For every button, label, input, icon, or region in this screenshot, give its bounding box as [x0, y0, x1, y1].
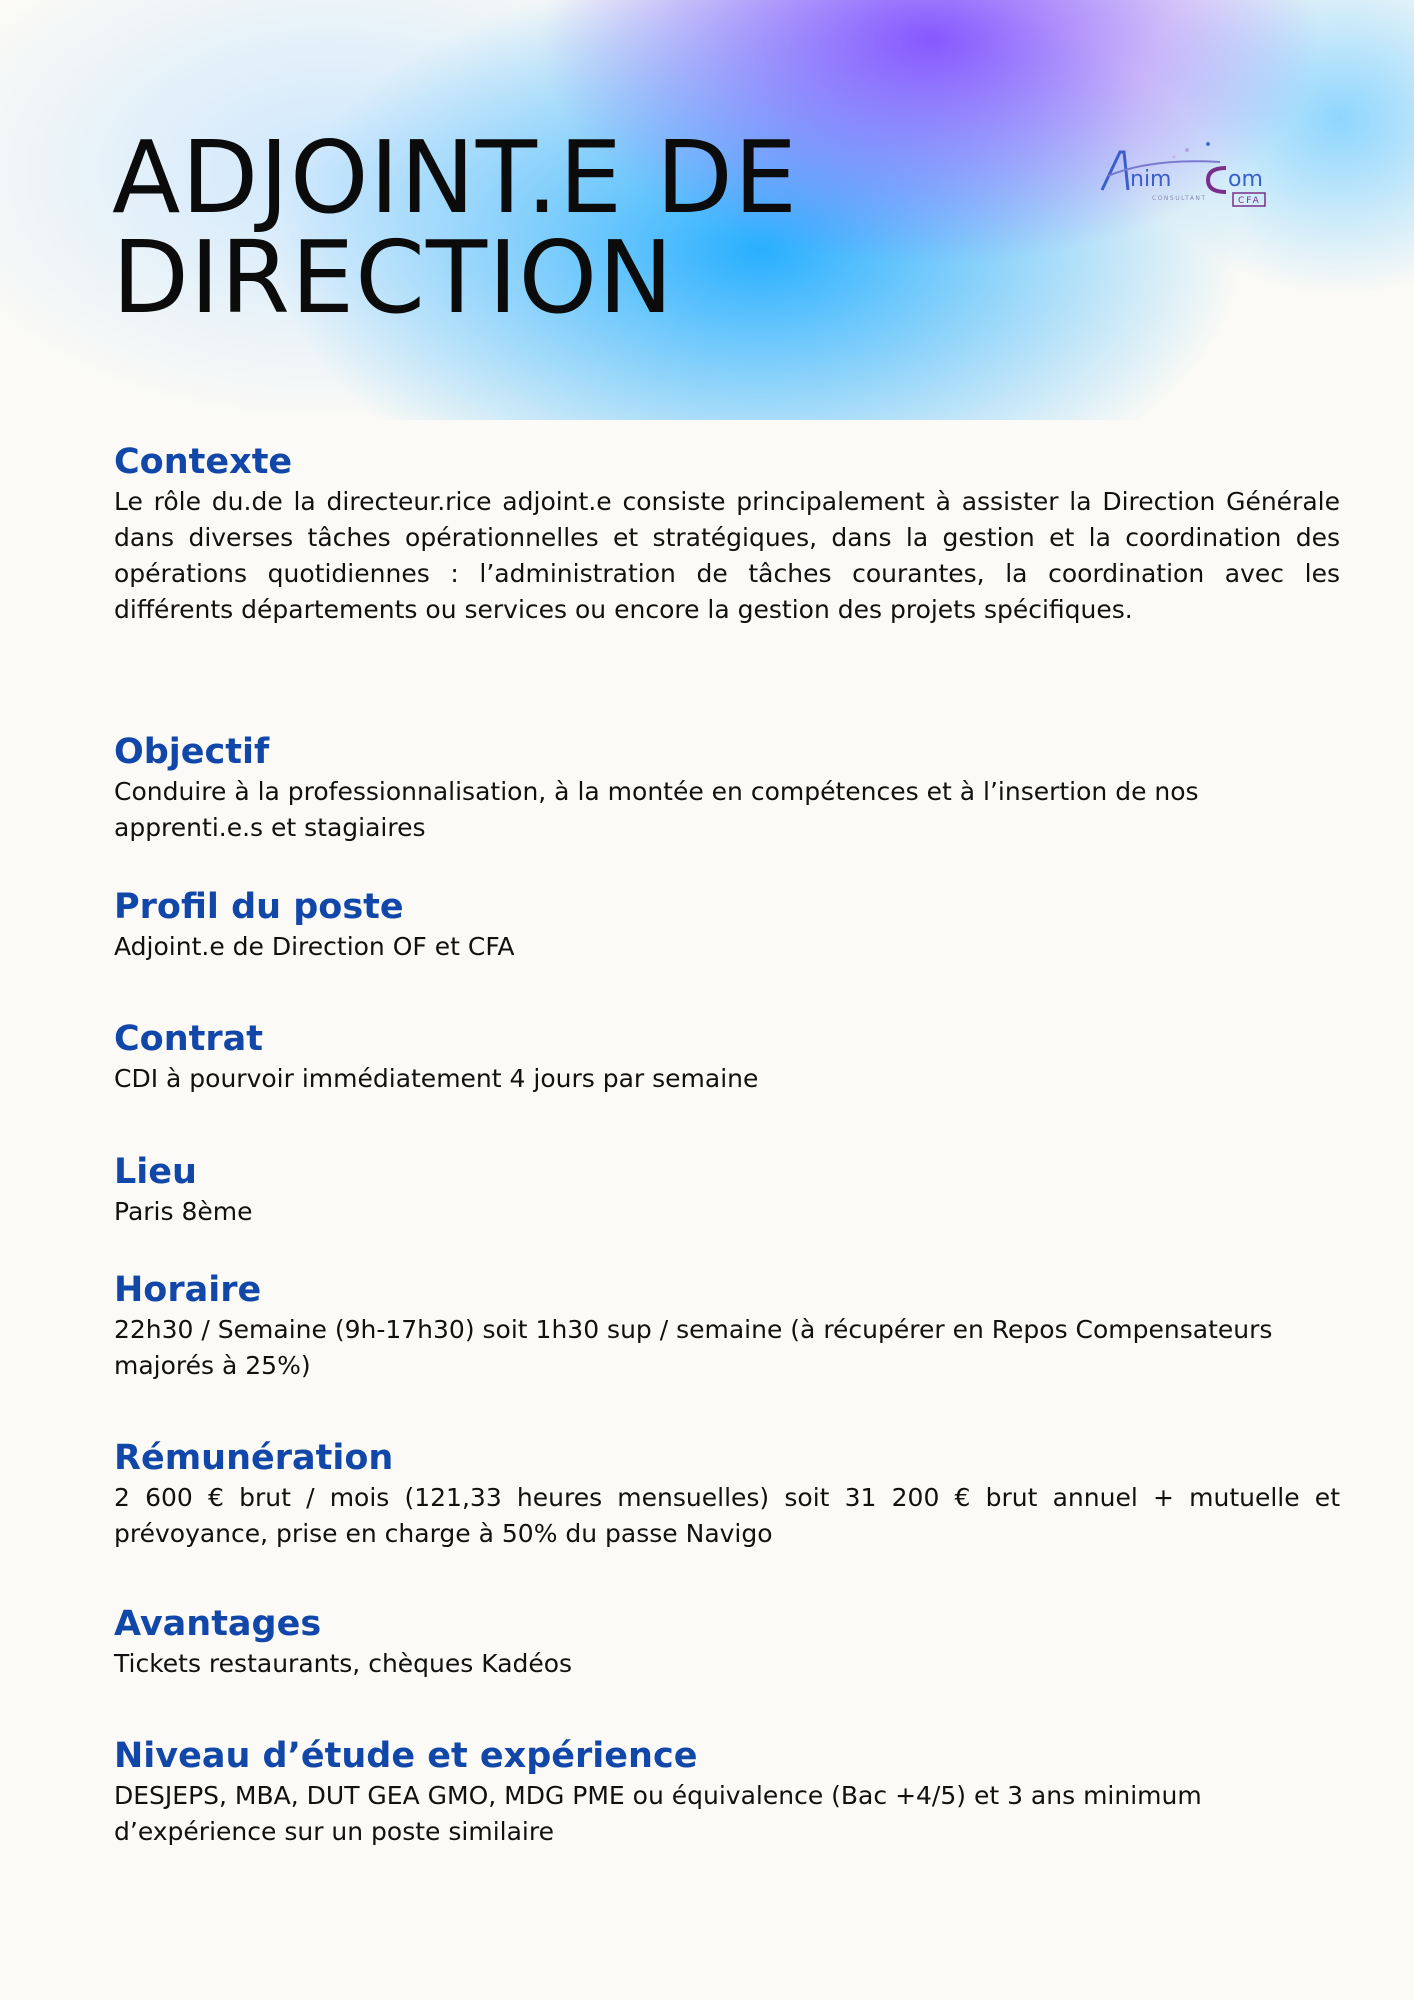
- section-remuneration: [114, 1436, 1340, 1552]
- section-contrat: [114, 1017, 1340, 1097]
- section-body: DESJEPS, MBA, DUT GEA GMO, MDG PME ou équivalence (Bac +4/5) et 3 ans minimum d’expérience sur un poste similaire: [114, 1781, 1202, 1846]
- title-line-1: ADJOINT.E DE: [112, 119, 799, 236]
- logo-cfa-text: CFA: [1238, 196, 1261, 206]
- section-contexte: [114, 440, 1340, 628]
- section-heading: Lieu: [114, 1152, 197, 1192]
- section-lieu: [114, 1150, 1340, 1230]
- section-niveau: [114, 1734, 1340, 1850]
- logo-consultant-text: CONSULTANT: [1152, 195, 1207, 202]
- section-profil: [114, 885, 1340, 965]
- section-body: 2 600 € brut / mois (121,33 heures mensuelles) soit 31 200 € brut annuel + mutuelle et prévoyance, prise en charge à 50% du passe Navigo: [114, 1483, 1340, 1548]
- logo-anim-text: nim: [1130, 167, 1172, 192]
- section-objectif: [114, 730, 1340, 846]
- logo-letter-c: [1208, 168, 1226, 192]
- title-line-2: DIRECTION: [112, 219, 675, 336]
- section-body: Le rôle du.de la directeur.rice adjoint.e consiste principalement à assister la Direction Générale dans diverses tâches opérationnelles et stratégiques, dans la gestion et la coordination des opérations quotidiennes : l’administration de tâches courantes, la coordination avec les différents départements ou services ou encore la gestion des projets spécifiques.: [114, 487, 1340, 624]
- section-avantages: [114, 1602, 1340, 1682]
- section-body: Paris 8ème: [114, 1197, 253, 1226]
- section-heading: Horaire: [114, 1270, 262, 1310]
- section-heading: Profil du poste: [114, 887, 404, 927]
- section-body: Conduire à la professionnalisation, à la montée en compétences et à l’insertion de nos apprenti.e.s et stagiaires: [114, 777, 1199, 842]
- section-heading: Niveau d’étude et expérience: [114, 1736, 698, 1776]
- section-body: Tickets restaurants, chèques Kadéos: [114, 1649, 573, 1678]
- section-heading: Avantages: [114, 1604, 322, 1644]
- section-horaire: [114, 1268, 1340, 1384]
- section-heading: Rémunération: [114, 1438, 394, 1478]
- section-heading: Objectif: [114, 732, 270, 772]
- section-body: CDI à pourvoir immédiatement 4 jours par semaine: [114, 1064, 759, 1093]
- page-title: [112, 119, 1012, 336]
- logo-dot: [1206, 142, 1210, 146]
- logo-dot: [1185, 148, 1189, 152]
- logo-com-text: om: [1228, 167, 1263, 192]
- section-body: Adjoint.e de Direction OF et CFA: [114, 932, 515, 961]
- section-heading: Contexte: [114, 442, 293, 482]
- section-body: 22h30 / Semaine (9h-17h30) soit 1h30 sup / semaine (à récupérer en Repos Compensateurs majorés à 25%): [114, 1315, 1273, 1380]
- logo-dot: [1173, 156, 1176, 159]
- anim-com-logo: [1090, 138, 1280, 218]
- section-heading: Contrat: [114, 1019, 263, 1059]
